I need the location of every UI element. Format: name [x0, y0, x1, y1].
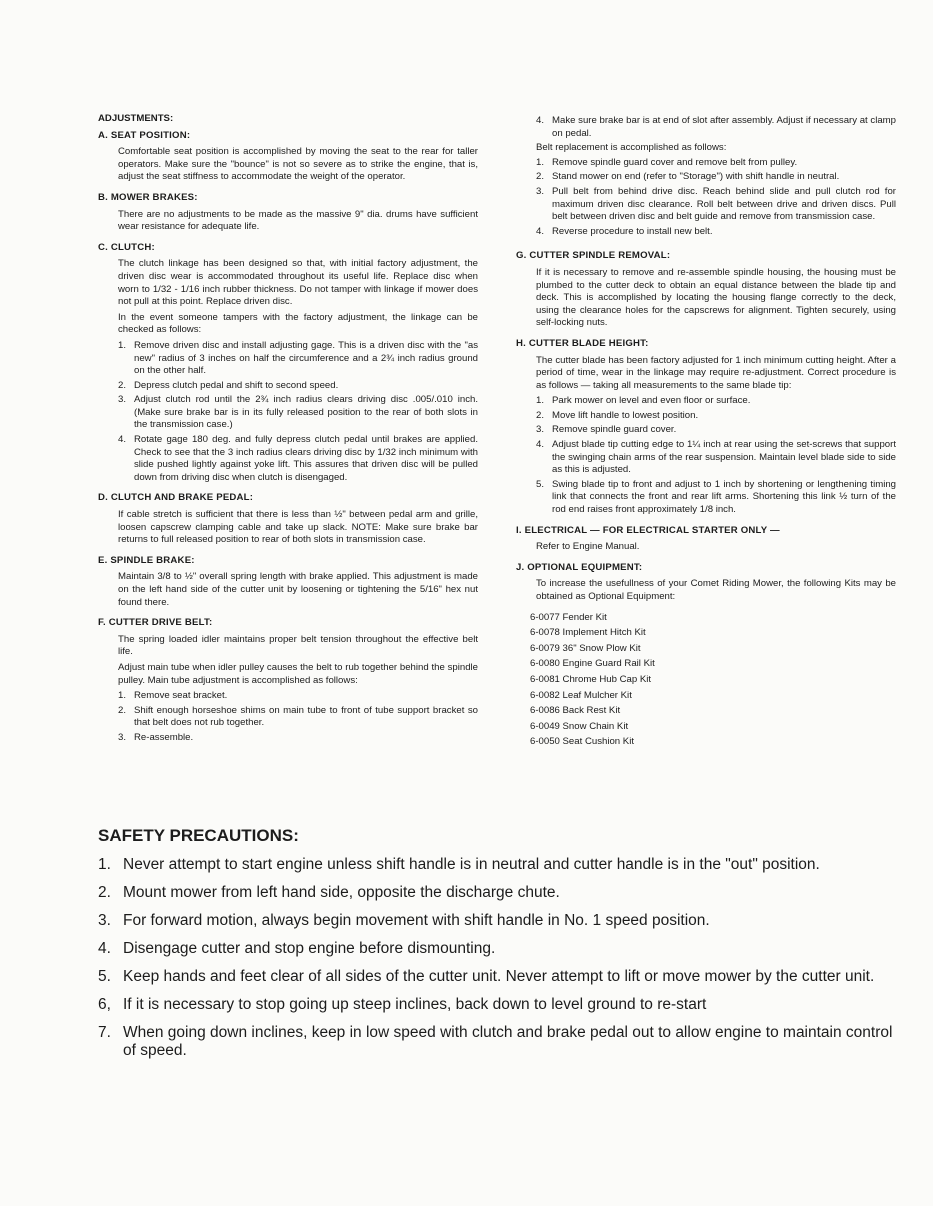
item-text: Remove seat bracket.: [134, 690, 228, 702]
list-item: [118, 705, 478, 730]
item-text: Shift enough horseshoe shims on main tube to front of tube support bracket so that belt does not rub together.: [134, 704, 478, 729]
item-number: 2.: [536, 171, 545, 183]
section: [516, 562, 896, 604]
section-body: [118, 509, 478, 547]
item-number: 7.: [98, 1024, 111, 1041]
item-text: Pull belt from behind drive disc. Reach behind slide and pull clutch rod for maximum driven disc clearance. Roll belt between drive and driven discs. Pull belt between driven disc and belt guide and remove from transmission case.: [552, 185, 896, 223]
paragraph: Comfortable seat position is accomplished by moving the seat to the rear for taller operators. Make sure the "bounce" is not so severe as to strike the engine, that is, adjust the seat stiffness to accommodate the weight of the operator.: [118, 146, 478, 183]
safety-item: [98, 912, 898, 930]
item-number: 4.: [98, 940, 111, 957]
kit-item: 6-0049 Snow Chain Kit: [530, 720, 629, 732]
item-text: Remove spindle guard cover.: [552, 424, 677, 436]
item-number: 1.: [536, 395, 545, 407]
item-number: 5.: [98, 968, 111, 985]
item-text: Reverse procedure to install new belt.: [552, 225, 713, 237]
numbered-list: [118, 340, 478, 485]
kit-item: 6-0082 Leaf Mulcher Kit: [530, 689, 632, 701]
item-number: 1.: [118, 690, 127, 702]
section: [98, 617, 478, 744]
item-number: 4.: [536, 115, 545, 126]
section-title: I. ELECTRICAL — FOR ELECTRICAL STARTER ONLY —: [516, 524, 780, 536]
kit-item: 6-0079 36" Snow Plow Kit: [530, 642, 641, 654]
paragraph: There are no adjustments to be made as the massive 9" dia. drums have sufficient wear resistance for adequate life.: [118, 208, 478, 233]
safety-list: [98, 856, 898, 1060]
list-item: [536, 395, 896, 408]
item-number: 1.: [536, 156, 545, 168]
right-column: [516, 113, 896, 752]
section-body: [536, 541, 896, 554]
list-item: [536, 226, 896, 239]
item-text: When going down inclines, keep in low speed with clutch and brake pedal out to allow engine to maintain control of speed.: [123, 1024, 893, 1059]
safety-item: [98, 996, 898, 1014]
list-item: [118, 380, 478, 393]
paragraph: The spring loaded idler maintains proper belt tension throughout the effective belt life.: [118, 633, 478, 658]
item-number: 4.: [118, 434, 127, 446]
item-text: Move lift handle to lowest position.: [552, 409, 699, 421]
item-number: 1.: [118, 339, 127, 351]
list-item: [536, 171, 896, 184]
item-text: Never attempt to start engine unless shift handle is in neutral and cutter handle is in the "out" position.: [123, 856, 820, 873]
kit-item: 6-0086 Back Rest Kit: [530, 705, 621, 717]
paragraph: To increase the usefullness of your Comet Riding Mower, the following Kits may be obtained as Optional Equipment:: [536, 578, 896, 602]
safety-item: [98, 968, 898, 986]
list-item: [536, 424, 896, 437]
section-title: B. MOWER BRAKES:: [98, 191, 198, 203]
item-text: Keep hands and feet clear of all sides of the cutter unit. Never attempt to lift or move mower by the cutter unit.: [123, 968, 875, 985]
section-body: [536, 355, 896, 517]
kit-item: 6-0081 Chrome Hub Cap Kit: [530, 673, 652, 685]
section-body: [118, 634, 478, 745]
section-title: D. CLUTCH AND BRAKE PEDAL:: [98, 492, 254, 504]
section: [98, 242, 478, 485]
section-body: [118, 258, 478, 484]
section-title: C. CLUTCH:: [98, 241, 155, 253]
section-body: [536, 267, 896, 330]
item-text: For forward motion, always begin movement with shift handle in No. 1 speed position.: [123, 912, 710, 929]
section: [98, 492, 478, 546]
numbered-list: [118, 690, 478, 744]
list-item: [118, 394, 478, 432]
item-text: Adjust blade tip cutting edge to 1¼ inch at rear using the set-screws that support the swinging chain arms of the rear suspension. Maintain level blade side to side as this is adjusted.: [552, 439, 896, 476]
numbered-list: [536, 395, 896, 516]
list-item: [536, 115, 896, 140]
list-item: [118, 732, 478, 745]
item-number: 2.: [536, 409, 545, 421]
paragraph: Maintain 3/8 to ½" overall spring length with brake applied. This adjustment is made on the left hand side of the cutter unit by loosening or tightening the 5/16" hex nut found there.: [118, 571, 478, 608]
safety-item: [98, 856, 898, 874]
item-text: Mount mower from left hand side, opposite the discharge chute.: [123, 884, 560, 901]
paragraph: The cutter blade has been factory adjusted for 1 inch minimum cutting height. After a period of time, wear in the linkage may require re-adjustment. Correct procedure is as follows — taking all measurements to the same blade tip:: [536, 354, 896, 391]
section-title: F. CUTTER DRIVE BELT:: [98, 617, 213, 629]
kit-item: 6-0077 Fender Kit: [530, 611, 607, 623]
item-text: Make sure brake bar is at end of slot after assembly. Adjust if necessary at clamp on pedal.: [552, 115, 896, 139]
section: [98, 130, 478, 184]
item-number: 2.: [118, 704, 127, 716]
section-body: [118, 146, 478, 184]
section-body: [536, 578, 896, 603]
safety-item: [98, 884, 898, 902]
item-number: 3.: [536, 185, 545, 197]
section: [516, 525, 896, 554]
paragraph: If cable stretch is sufficient that there is less than ½" between pedal arm and grille, loosen capscrew clamping cable and take up slack. NOTE: Make sure brake bar returns to full released position to rear of both slots in transmission case.: [118, 509, 478, 546]
list-item: [536, 439, 896, 477]
item-number: 3.: [118, 731, 127, 743]
paragraph: If it is necessary to remove and re-assemble spindle housing, the housing must be plumbed to the cutter deck to obtain an equal distance between the blade tip and deck. This is accomplished by locating the housing flange correctly to the deck, using the clearance holes for the capscrews for alignment. Tighten securely, using self-locking nuts.: [536, 266, 896, 329]
belt-adjust-continued: [536, 115, 896, 140]
paragraph: Adjust main tube when idler pulley causes the belt to rub together behind the spindle pulley. Main tube adjustment is accomplished as follows:: [118, 661, 478, 686]
section-title: A. SEAT POSITION:: [98, 129, 191, 141]
section: [98, 555, 478, 609]
item-number: 5.: [536, 478, 545, 490]
kit-item: 6-0080 Engine Guard Rail Kit: [530, 658, 655, 670]
section: [98, 192, 478, 234]
paragraph: Refer to Engine Manual.: [536, 541, 640, 553]
item-number: 4.: [536, 225, 545, 237]
item-number: 2.: [118, 379, 127, 391]
section-body: [118, 571, 478, 609]
item-number: 3.: [118, 394, 127, 406]
item-number: 3.: [536, 424, 545, 436]
kit-item: 6-0050 Seat Cushion Kit: [530, 736, 634, 748]
list-item: [536, 410, 896, 423]
section: [516, 338, 896, 517]
list-item: [536, 186, 896, 224]
item-number: 4.: [536, 439, 545, 451]
safety-item: [98, 1024, 898, 1060]
list-item: [118, 434, 478, 484]
item-text: Depress clutch pedal and shift to second speed.: [134, 379, 339, 391]
item-text: Swing blade tip to front and adjust to 1 inch by shortening or lengthening timing link that connects the front and rear lift arms. Shortening this link ½ turn of the rod end raises front approximately 1/8 inch.: [552, 478, 896, 516]
right-sections: [516, 250, 896, 603]
adjustments-title: ADJUSTMENTS:: [98, 113, 174, 124]
optional-kits-list: [530, 612, 896, 749]
item-number: 1.: [98, 856, 111, 873]
item-text: Remove spindle guard cover and remove belt from pulley.: [552, 156, 798, 168]
list-item: [118, 690, 478, 703]
item-text: If it is necessary to stop going up steep inclines, back down to level ground to re-start: [123, 996, 707, 1013]
item-text: Rotate gage 180 deg. and fully depress clutch pedal until brakes are applied. Check to see that the 3 inch radius clears driving disc by 1/32 inch minimum with slide pushed lightly against yoke lift. This assures that driven disc will be pulled down from driving disc when clutch is disengaged.: [134, 434, 478, 483]
item-text: Remove driven disc and install adjusting gage. This is a driven disc with the "as new" radius of 3 inches on half the circumference and a 2¾ inch radius ground on the other half.: [134, 339, 478, 377]
section-body: [118, 209, 478, 234]
section-title: E. SPINDLE BRAKE:: [98, 554, 195, 566]
safety-title: SAFETY PRECAUTIONS:: [98, 826, 299, 845]
item-number: 3.: [98, 912, 111, 929]
safety-precautions: [98, 826, 898, 1070]
item-text: Adjust clutch rod until the 2¾ inch radius clears driving disc .005/.010 inch. (Make sure brake bar is in its fully released position to the rear of both slots in the transmission case.): [134, 394, 478, 431]
belt-replacement-intro: Belt replacement is accomplished as follows:: [536, 142, 727, 154]
left-sections: [98, 130, 478, 745]
section: [516, 250, 896, 330]
left-column: [98, 113, 478, 753]
item-text: Re-assemble.: [134, 731, 194, 743]
item-number: 6,: [98, 996, 111, 1013]
item-text: Stand mower on end (refer to "Storage") with shift handle in neutral.: [552, 171, 840, 183]
item-text: Park mower on level and even floor or surface.: [552, 395, 751, 407]
paragraph: The clutch linkage has been designed so that, with initial factory adjustment, the driven disc wear is accommodated throughout its useful life. Replace disc when worn to 1/32 - 1/16 inch rubber thickness. Do not tamper with linkage if mower does not pull at this point. Replace driven disc.: [118, 258, 478, 308]
kit-item: 6-0078 Implement Hitch Kit: [530, 627, 646, 639]
paragraph: In the event someone tampers with the factory adjustment, the linkage can be checked as follows:: [118, 311, 478, 336]
list-item: [536, 157, 896, 170]
list-item: [536, 479, 896, 517]
item-number: 2.: [98, 884, 111, 901]
list-item: [118, 340, 478, 378]
belt-replacement-list: [536, 157, 896, 239]
section-title: J. OPTIONAL EQUIPMENT:: [516, 561, 643, 573]
section-title: G. CUTTER SPINDLE REMOVAL:: [516, 250, 671, 262]
item-text: Disengage cutter and stop engine before dismounting.: [123, 940, 496, 957]
section-title: H. CUTTER BLADE HEIGHT:: [516, 337, 649, 349]
safety-item: [98, 940, 898, 958]
